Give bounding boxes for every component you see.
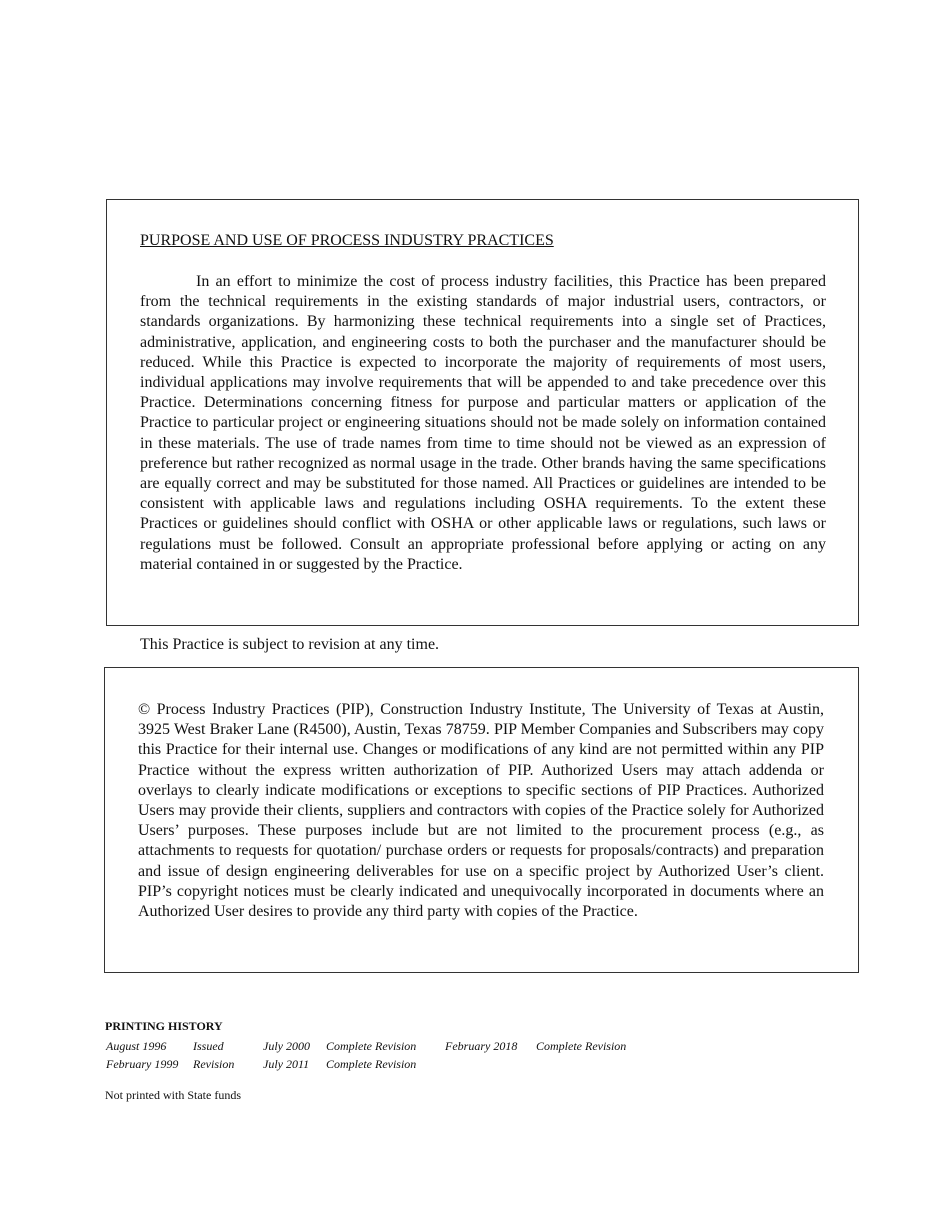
revision-note: This Practice is subject to revision at any time. [140,636,440,653]
history-action-4: Complete Revision [326,1057,417,1071]
history-action-3: Complete Revision [326,1039,417,1053]
history-action-1: Issued [193,1039,224,1053]
printing-history-title: PRINTING HISTORY [105,1019,223,1033]
copyright-section-box [104,667,859,973]
history-action-5: Complete Revision [536,1039,627,1053]
purpose-paragraph: In an effort to minimize the cost of process industry facilities, this Practice has been prepared from the technical requirements in the existing standards of major industrial users, contractors, or standards organizations. By harmonizing these technical requirements into a single set of Practices, administrative, application, and engineering costs to both the purchaser and the manufacturer should be reduced. While this Practice is expected to incorporate the majority of requirements of most users, individual applications may involve requirements that will be appended to and take precedence over this Practice. Determinations concerning fitness for purpose and particular matters or application of the Practice to particular project or engineering situations should not be made solely on information contained in these materials. The use of trade names from time to time should not be viewed as an expression of preference but rather recognized as normal usage in the trade. Other brands having the same specifications are equally correct and may be substituted for those named. All Practices or guidelines are intended to be consistent with applicable laws and regulations including OSHA requirements. To the extent these Practices or guidelines should conflict with OSHA or other applicable laws or regulations, such laws or regulations must be followed. Consult an appropriate professional before applying or acting on any material contained in or suggested by the Practice. [140,273,826,573]
history-action-2: Revision [193,1057,235,1071]
copyright-paragraph: © Process Industry Practices (PIP), Construction Industry Institute, The University of Texas at Austin, 3925 West Braker Lane (R4500), Austin, Texas 78759. PIP Member Companies and Subscribers may copy this Practice for their internal use. Changes or modifications of any kind are not permitted within any PIP Practice without the express written authorization of PIP. Authorized Users may attach addenda or overlays to clearly indicate modifications or exceptions to specific sections of PIP Practices. Authorized Users may provide their clients, suppliers and contractors with copies of the Practice solely for Authorized Users’ purposes. These purposes include but are not limited to the procurement process (e.g., as attachments to requests for quotation/ purchase orders or requests for proposals/contracts) and preparation and issue of design engineering deliverables for use on a specific project by Authorized User’s client. PIP’s copyright notices must be clearly indicated and unequivocally incorporated in documents where an Authorized User desires to provide any third party with copies of the Practice. [138,701,824,921]
history-date-3: July 2000 [263,1039,310,1053]
purpose-section-box [106,199,859,626]
history-date-2: February 1999 [106,1057,179,1071]
footer-note: Not printed with State funds [105,1088,241,1102]
history-date-4: July 2011 [263,1057,310,1071]
purpose-heading: PURPOSE AND USE OF PROCESS INDUSTRY PRACTICES [140,232,554,249]
history-date-5: February 2018 [445,1039,518,1053]
history-date-1: August 1996 [106,1039,167,1053]
